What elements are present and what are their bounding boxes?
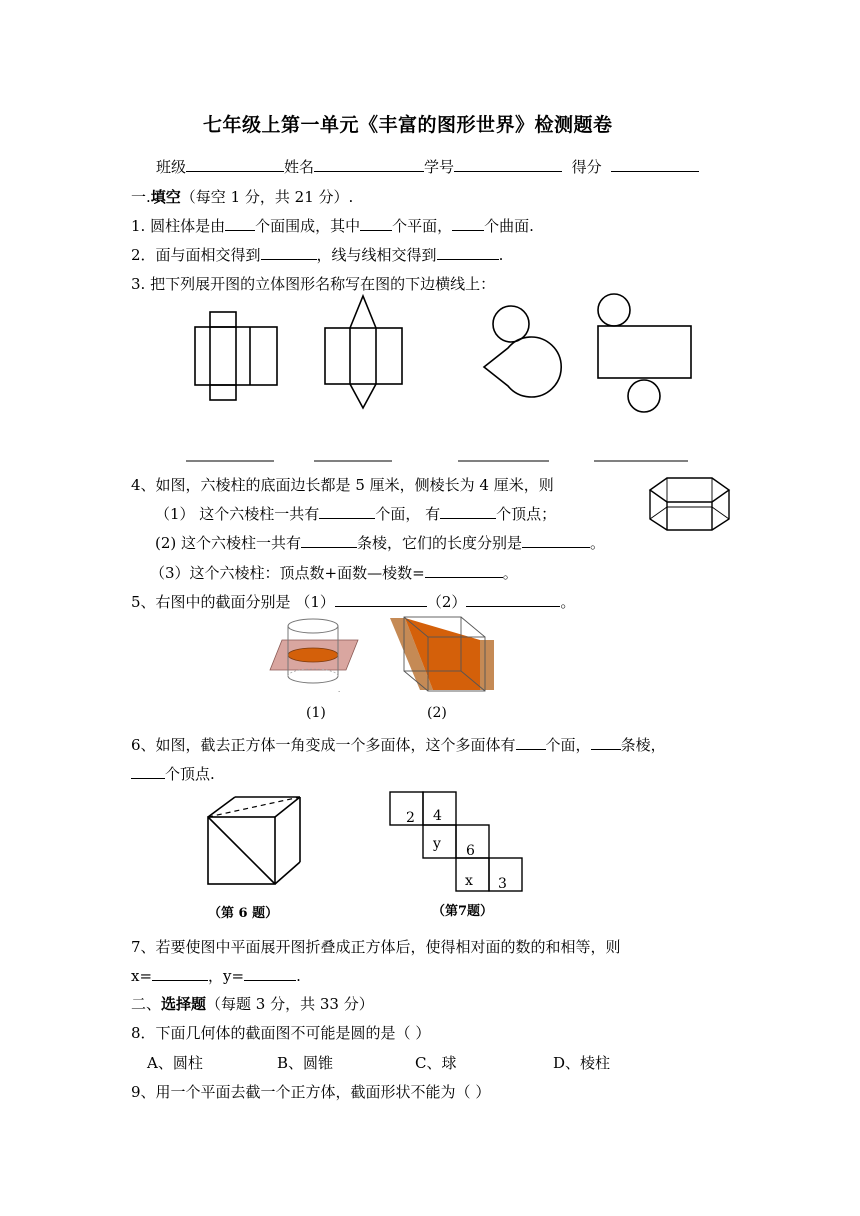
- q6-caption: （第 6 题）: [208, 906, 279, 921]
- question-4-part-2: (2) 这个六棱柱一共有 条棱，它们的长度分别是 。: [155, 534, 606, 552]
- question-4: 4、如图，六棱柱的底面边长都是 5 厘米，侧棱长为 4 厘米，则: [131, 476, 554, 494]
- question-9: 9、用一个平面去截一个正方体，截面形状不能为（ ）: [131, 1083, 491, 1101]
- q8-option-b[interactable]: B、圆锥: [277, 1054, 334, 1072]
- name-label: 姓名: [284, 158, 315, 176]
- net-cell-2: 4: [433, 808, 442, 824]
- net-cell-6: 6: [466, 843, 475, 859]
- q7-blank-y[interactable]: [244, 966, 296, 981]
- score-label: 得分: [571, 158, 602, 176]
- id-label: 学号: [424, 158, 455, 176]
- page-title: 七年级上第一单元《丰富的图形世界》检测题卷: [203, 114, 613, 136]
- question-2: 2．面与面相交得到 ，线与线相交得到 .: [131, 246, 504, 264]
- q5-figure-label-2: (2): [427, 705, 447, 721]
- question-1: 1. 圆柱体是由 个面围成，其中 个平面， 个曲面.: [131, 217, 534, 235]
- question-6-line-2: 个顶点.: [131, 764, 215, 784]
- net-cell-3: 3: [498, 876, 507, 892]
- question-3: 3. 把下列展开图的立体图形名称写在图的下边横线上：: [131, 275, 496, 293]
- question-8: 8．下面几何体的截面图不可能是圆的是（ ）: [131, 1024, 431, 1042]
- svg-text:·: ·: [338, 688, 341, 696]
- question-5: 5、右图中的截面分别是 （1） （2） 。: [131, 593, 576, 611]
- question-7-line-2: x= ，y= .: [131, 967, 301, 985]
- q5-figure-label-1: (1): [306, 705, 326, 721]
- question-4-part-3: （3）这个六棱柱：顶点数+面数—棱数= 。: [150, 564, 518, 582]
- question-7: 7、若要使图中平面展开图折叠成正方体后，使得相对面的数的和相等，则: [131, 938, 621, 956]
- question-6: 6、如图，截去正方体一角变成一个多面体，这个多面体有 个面， 条棱，: [131, 736, 666, 754]
- question-4-part-1: （1） 这个六棱柱一共有 个面， 有 个顶点；: [155, 505, 557, 523]
- q7-blank-x[interactable]: [152, 966, 208, 981]
- q8-option-a[interactable]: A、圆柱: [147, 1054, 203, 1072]
- section-1-heading: 一.填空（每空 1 分，共 21 分）.: [131, 188, 354, 206]
- q8-option-c[interactable]: C、球: [415, 1054, 457, 1072]
- net-cell-1: 2: [406, 810, 415, 826]
- q7-caption: （第7题）: [432, 904, 494, 919]
- net-cell-x: x: [465, 873, 473, 889]
- class-label: 班级: [156, 158, 187, 176]
- net-cell-y: y: [433, 836, 441, 852]
- section-2-heading: 二、选择题（每题 3 分，共 33 分）: [131, 995, 374, 1013]
- q8-option-d[interactable]: D、棱柱: [553, 1054, 611, 1072]
